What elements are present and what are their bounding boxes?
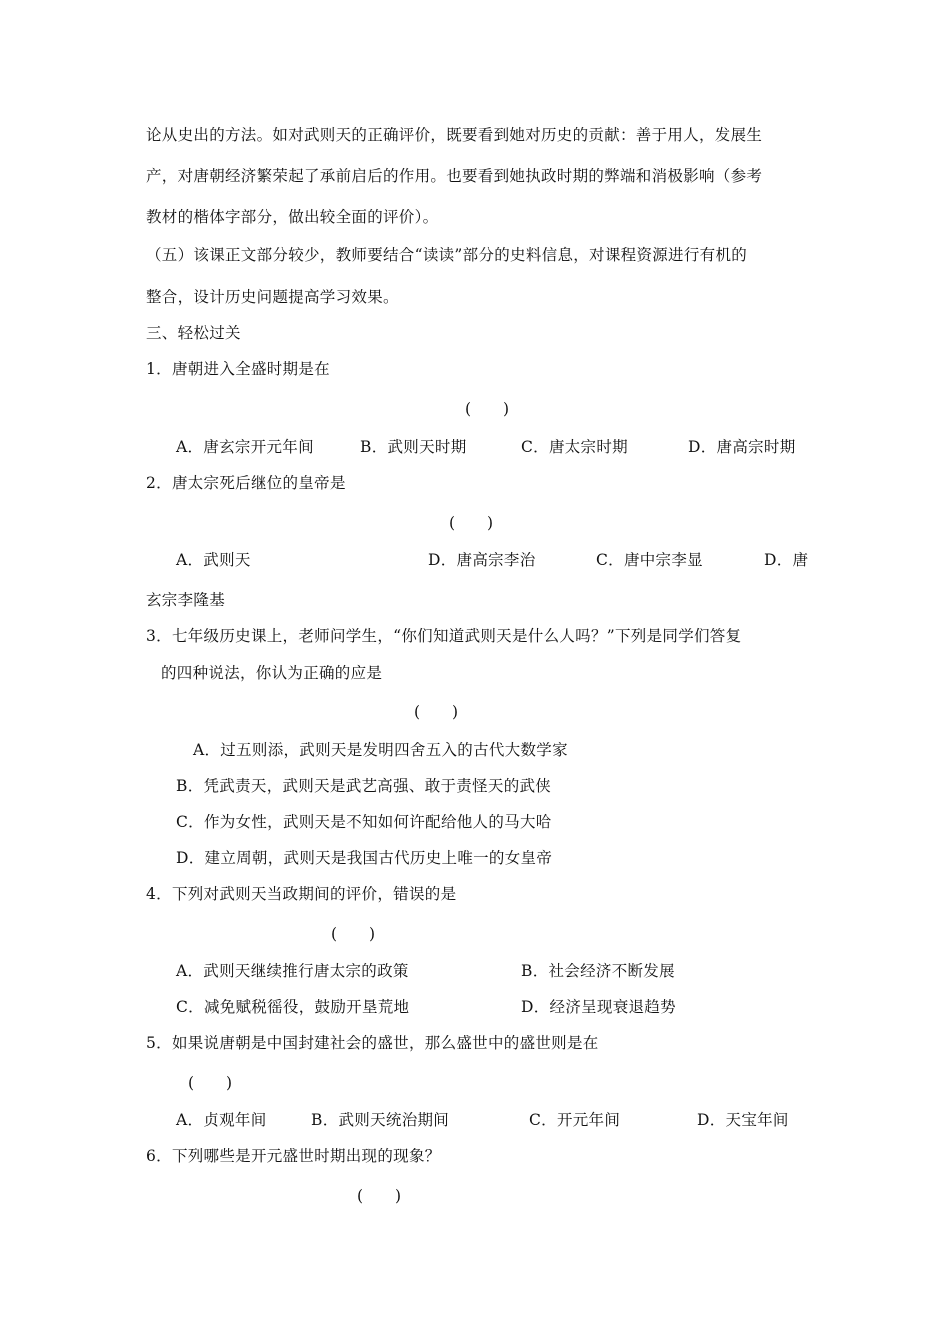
option: A．武则天继续推行唐太宗的政策 [176, 962, 409, 980]
option: A．过五则添，武则天是发明四舍五入的古代大数学家 [193, 741, 568, 759]
section-title: 三、轻松过关 [146, 324, 241, 342]
intro-line: 论从史出的方法。如对武则天的正确评价，既要看到她对历史的贡献：善于用人，发展生 [146, 126, 763, 144]
option: B．凭武责天，武则天是武艺高强、敢于责怪天的武侠 [176, 777, 552, 795]
option: D．经济呈现衰退趋势 [521, 998, 676, 1016]
intro-line: （五）该课正文部分较少，教师要结合“读读”部分的史料信息，对课程资源进行有机的 [146, 246, 748, 264]
option: C．唐太宗时期 [521, 438, 628, 456]
option: C．唐中宗李显 [596, 551, 703, 569]
option: B．武则天统治期间 [311, 1111, 450, 1129]
intro-line: 产，对唐朝经济繁荣起了承前启后的作用。也要看到她执政时期的弊端和消极影响（参考 [146, 167, 763, 185]
option: C．减免赋税徭役，鼓励开垦荒地 [176, 998, 410, 1016]
option: C．开元年间 [529, 1111, 621, 1129]
answer-blank: ( ) [449, 514, 494, 532]
option: D．天宝年间 [697, 1111, 789, 1129]
intro-line: 整合，设计历史问题提高学习效果。 [146, 288, 399, 306]
question-stem-continued: 的四种说法，你认为正确的应是 [161, 664, 383, 682]
option-continued: 玄宗李隆基 [146, 591, 226, 609]
option: D．唐 [764, 551, 809, 569]
option: B．社会经济不断发展 [521, 962, 675, 980]
answer-blank: ( ) [331, 925, 376, 943]
answer-blank: ( ) [414, 703, 459, 721]
question-stem: 4．下列对武则天当政期间的评价，错误的是 [146, 885, 457, 903]
answer-blank: ( ) [357, 1187, 402, 1205]
question-stem: 2．唐太宗死后继位的皇帝是 [146, 474, 346, 492]
option: A．贞观年间 [176, 1111, 267, 1129]
question-stem: 1．唐朝进入全盛时期是在 [146, 360, 330, 378]
intro-line: 教材的楷体字部分，做出较全面的评价）。 [146, 208, 439, 226]
option: D．唐高宗时期 [688, 438, 796, 456]
answer-blank: ( ) [465, 400, 510, 418]
option: C．作为女性，武则天是不知如何许配给他人的马大哈 [176, 813, 552, 831]
question-stem: 6．下列哪些是开元盛世时期出现的现象？ [146, 1147, 441, 1165]
option: D．建立周朝，武则天是我国古代历史上唯一的女皇帝 [176, 849, 553, 867]
option: D．唐高宗李治 [428, 551, 536, 569]
option: A．唐玄宗开元年间 [176, 438, 314, 456]
question-stem: 3．七年级历史课上，老师问学生，“你们知道武则天是什么人吗？”下列是同学们答复 [146, 627, 742, 645]
question-stem: 5．如果说唐朝是中国封建社会的盛世，那么盛世中的盛世则是在 [146, 1034, 599, 1052]
answer-blank: ( ) [188, 1074, 233, 1092]
option: A．武则天 [176, 551, 251, 569]
option: B．武则天时期 [360, 438, 467, 456]
